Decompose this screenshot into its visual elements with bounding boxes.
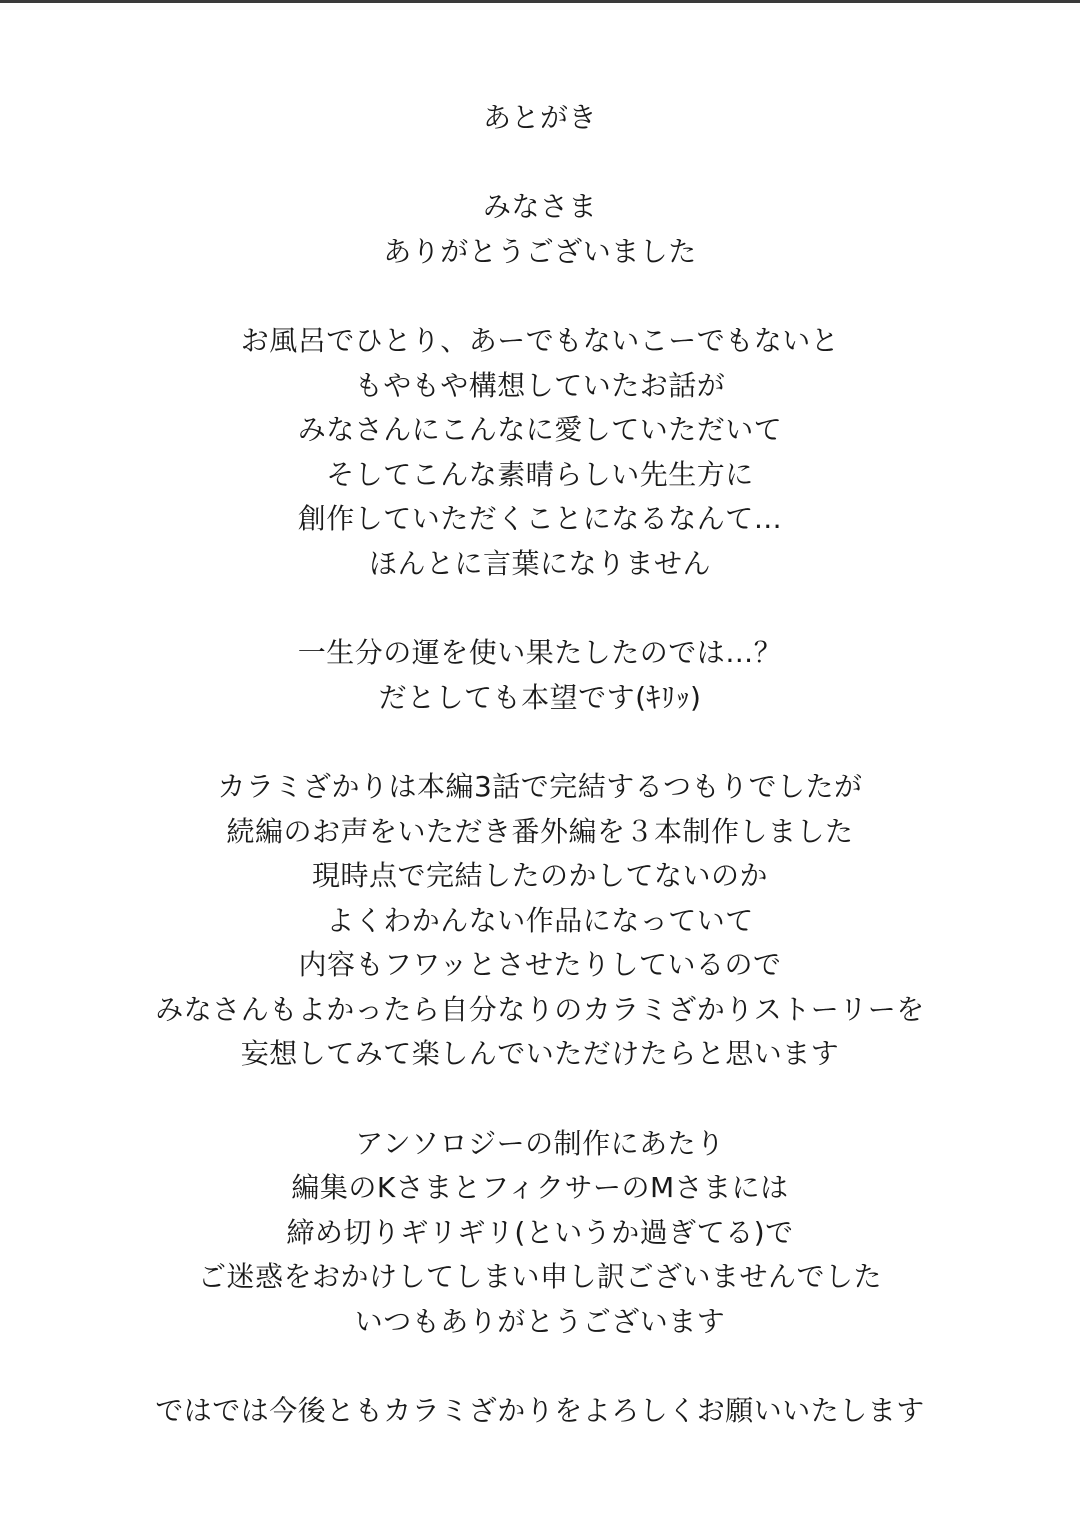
text-line: 妄想してみて楽しんでいただけたらと思います [240,1037,840,1071]
text-line: 締め切りギリギリ(というか過ぎてる)で [286,1215,794,1249]
text-line: カラミざかりは本編3話で完結するつもりでしたが [217,769,863,803]
text-line: ではでは今後ともカラミざかりをよろしくお願いいたします [155,1394,925,1428]
text-line: ほんとに言葉になりません [368,546,711,580]
paragraph-thanks [0,185,1080,274]
page-title: あとがき [482,101,597,134]
text-line: ありがとうございました [383,234,697,268]
text-line: もやもや構想していたお話が [354,368,726,402]
text-line: 一生分の運を使い果たしたのでは…？ [297,636,783,670]
text-line: そしてこんな素晴らしい先生方に [326,457,754,491]
text-line: みなさんもよかったら自分なりのカラミざかりストーリーを [155,992,925,1026]
paragraph-luck [0,631,1080,720]
paragraph-gap [0,274,1080,319]
text-line: 内容もフワッとさせたりしているので [298,948,782,982]
paragraph-closing [0,1389,1080,1434]
text-line: よくわかんない作品になっていて [326,903,754,937]
paragraph-gap [0,720,1080,765]
text-line: みなさんにこんなに愛していただいて [297,413,783,447]
text-line: 創作していただくことになるなんて… [297,502,783,536]
paragraph-gap [0,141,1080,186]
paragraph-story-origin [0,319,1080,587]
text-line: 続編のお声をいただき番外編を３本制作しました [226,814,854,848]
paragraph-gap [0,1077,1080,1122]
afterword-page [0,96,1080,1434]
text-line: ご迷惑をおかけしてしまい申し訳ございませんでした [197,1260,882,1294]
paragraph-gap [0,1345,1080,1390]
paragraph-series [0,765,1080,1077]
text-line: お風呂でひとり、あーでもないこーでもないと [240,323,840,357]
text-line: 編集のKさまとフィクサーのMさまには [291,1171,789,1205]
paragraph-gap [0,587,1080,632]
paragraph-acknowledgements [0,1122,1080,1345]
text-line: いつもありがとうございます [354,1305,726,1339]
text-line: 現時点で完結したのかしてないのか [311,859,768,893]
text-line: だとしても本望です(ｷﾘｯ) [378,680,702,714]
text-line: アンソロジーの制作にあたり [355,1126,725,1160]
text-line: みなさま [482,190,597,224]
top-border [0,0,1080,3]
